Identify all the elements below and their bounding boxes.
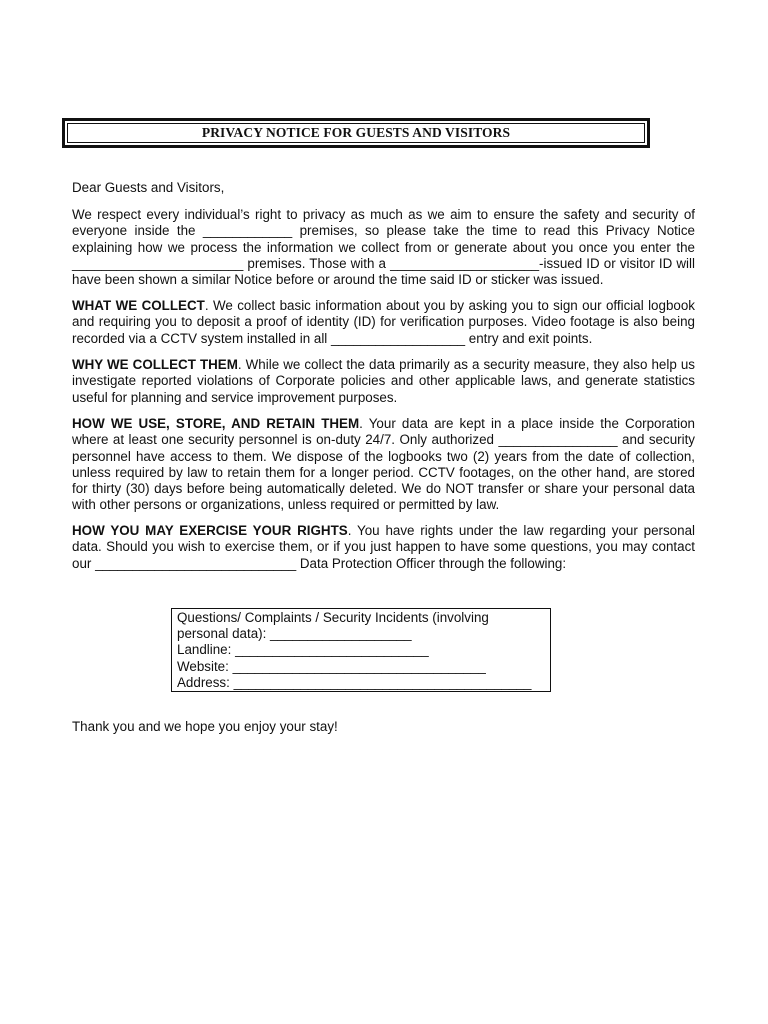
exercise-rights-heading: HOW YOU MAY EXERCISE YOUR RIGHTS (72, 523, 348, 538)
how-we-use-text: . Your data are kept in a place inside the Corporation where at least one security personnel is on-duty 24/7. Only authorized ________________ and security personnel have access to them. We dispose of the logbooks two (2) years from the date of collection, unless required by law to retain them for a longer period. CCTV footages, on the other hand, are stored for thirty (30) days before being automatically deleted. We do NOT transfer or share your personal data with other persons or organizations, unless required or permitted by law. (72, 416, 695, 513)
salutation: Dear Guests and Visitors, (72, 180, 225, 195)
why-we-collect-heading: WHY WE COLLECT THEM (72, 357, 238, 372)
exercise-rights-text: . You have rights under the law regarding your personal data. Should you wish to exercise them, or if you just happen to have some questions, you may contact our ___________________________ Data Protection Officer through the following: (72, 523, 695, 571)
exercise-rights-paragraph (72, 523, 695, 572)
contact-box (171, 608, 551, 692)
contact-questions-line: Questions/ Complaints / Security Incidents (involving (177, 610, 489, 625)
contact-personal-data-line: personal data): ___________________ (177, 626, 412, 642)
contact-website-line: Website: __________________________________ (177, 658, 486, 674)
contact-landline-line: Landline: __________________________ (177, 642, 429, 658)
intro-paragraph: We respect every individual’s right to privacy as much as we aim to ensure the safety and security of everyone inside the ____________ premises, so please take the time to read this Privacy Notice explaining how we process the information we collect from or generate about you once you enter the _______________________ premises. Those with a ____________________-issued ID or visitor ID will have been shown a similar Notice before or around the time said ID or sticker was issued. (72, 207, 695, 288)
title-box (62, 118, 650, 148)
what-we-collect-text: . We collect basic information about you by asking you to sign our official logbook and requiring you to deposit a proof of identity (ID) for verification purposes. Video footage is also being recorded via a CCTV system installed in all __________________ entry and exit points. (72, 298, 695, 346)
how-we-use-paragraph (72, 416, 695, 514)
what-we-collect-paragraph (72, 298, 695, 347)
why-we-collect-text: . While we collect the data primarily as a security measure, they also help us investigate reported violations of Corporate policies and other applicable laws, and generate statistics useful for planning and service improvement purposes. (72, 357, 695, 405)
closing-line: Thank you and we hope you enjoy your stay! (72, 719, 338, 734)
contact-address-line: Address: ________________________________________ (177, 674, 532, 690)
why-we-collect-paragraph (72, 357, 695, 406)
how-we-use-heading: HOW WE USE, STORE, AND RETAIN THEM (72, 416, 360, 431)
what-we-collect-heading: WHAT WE COLLECT (72, 298, 205, 313)
notice-title: PRIVACY NOTICE FOR GUESTS AND VISITORS (201, 125, 511, 140)
